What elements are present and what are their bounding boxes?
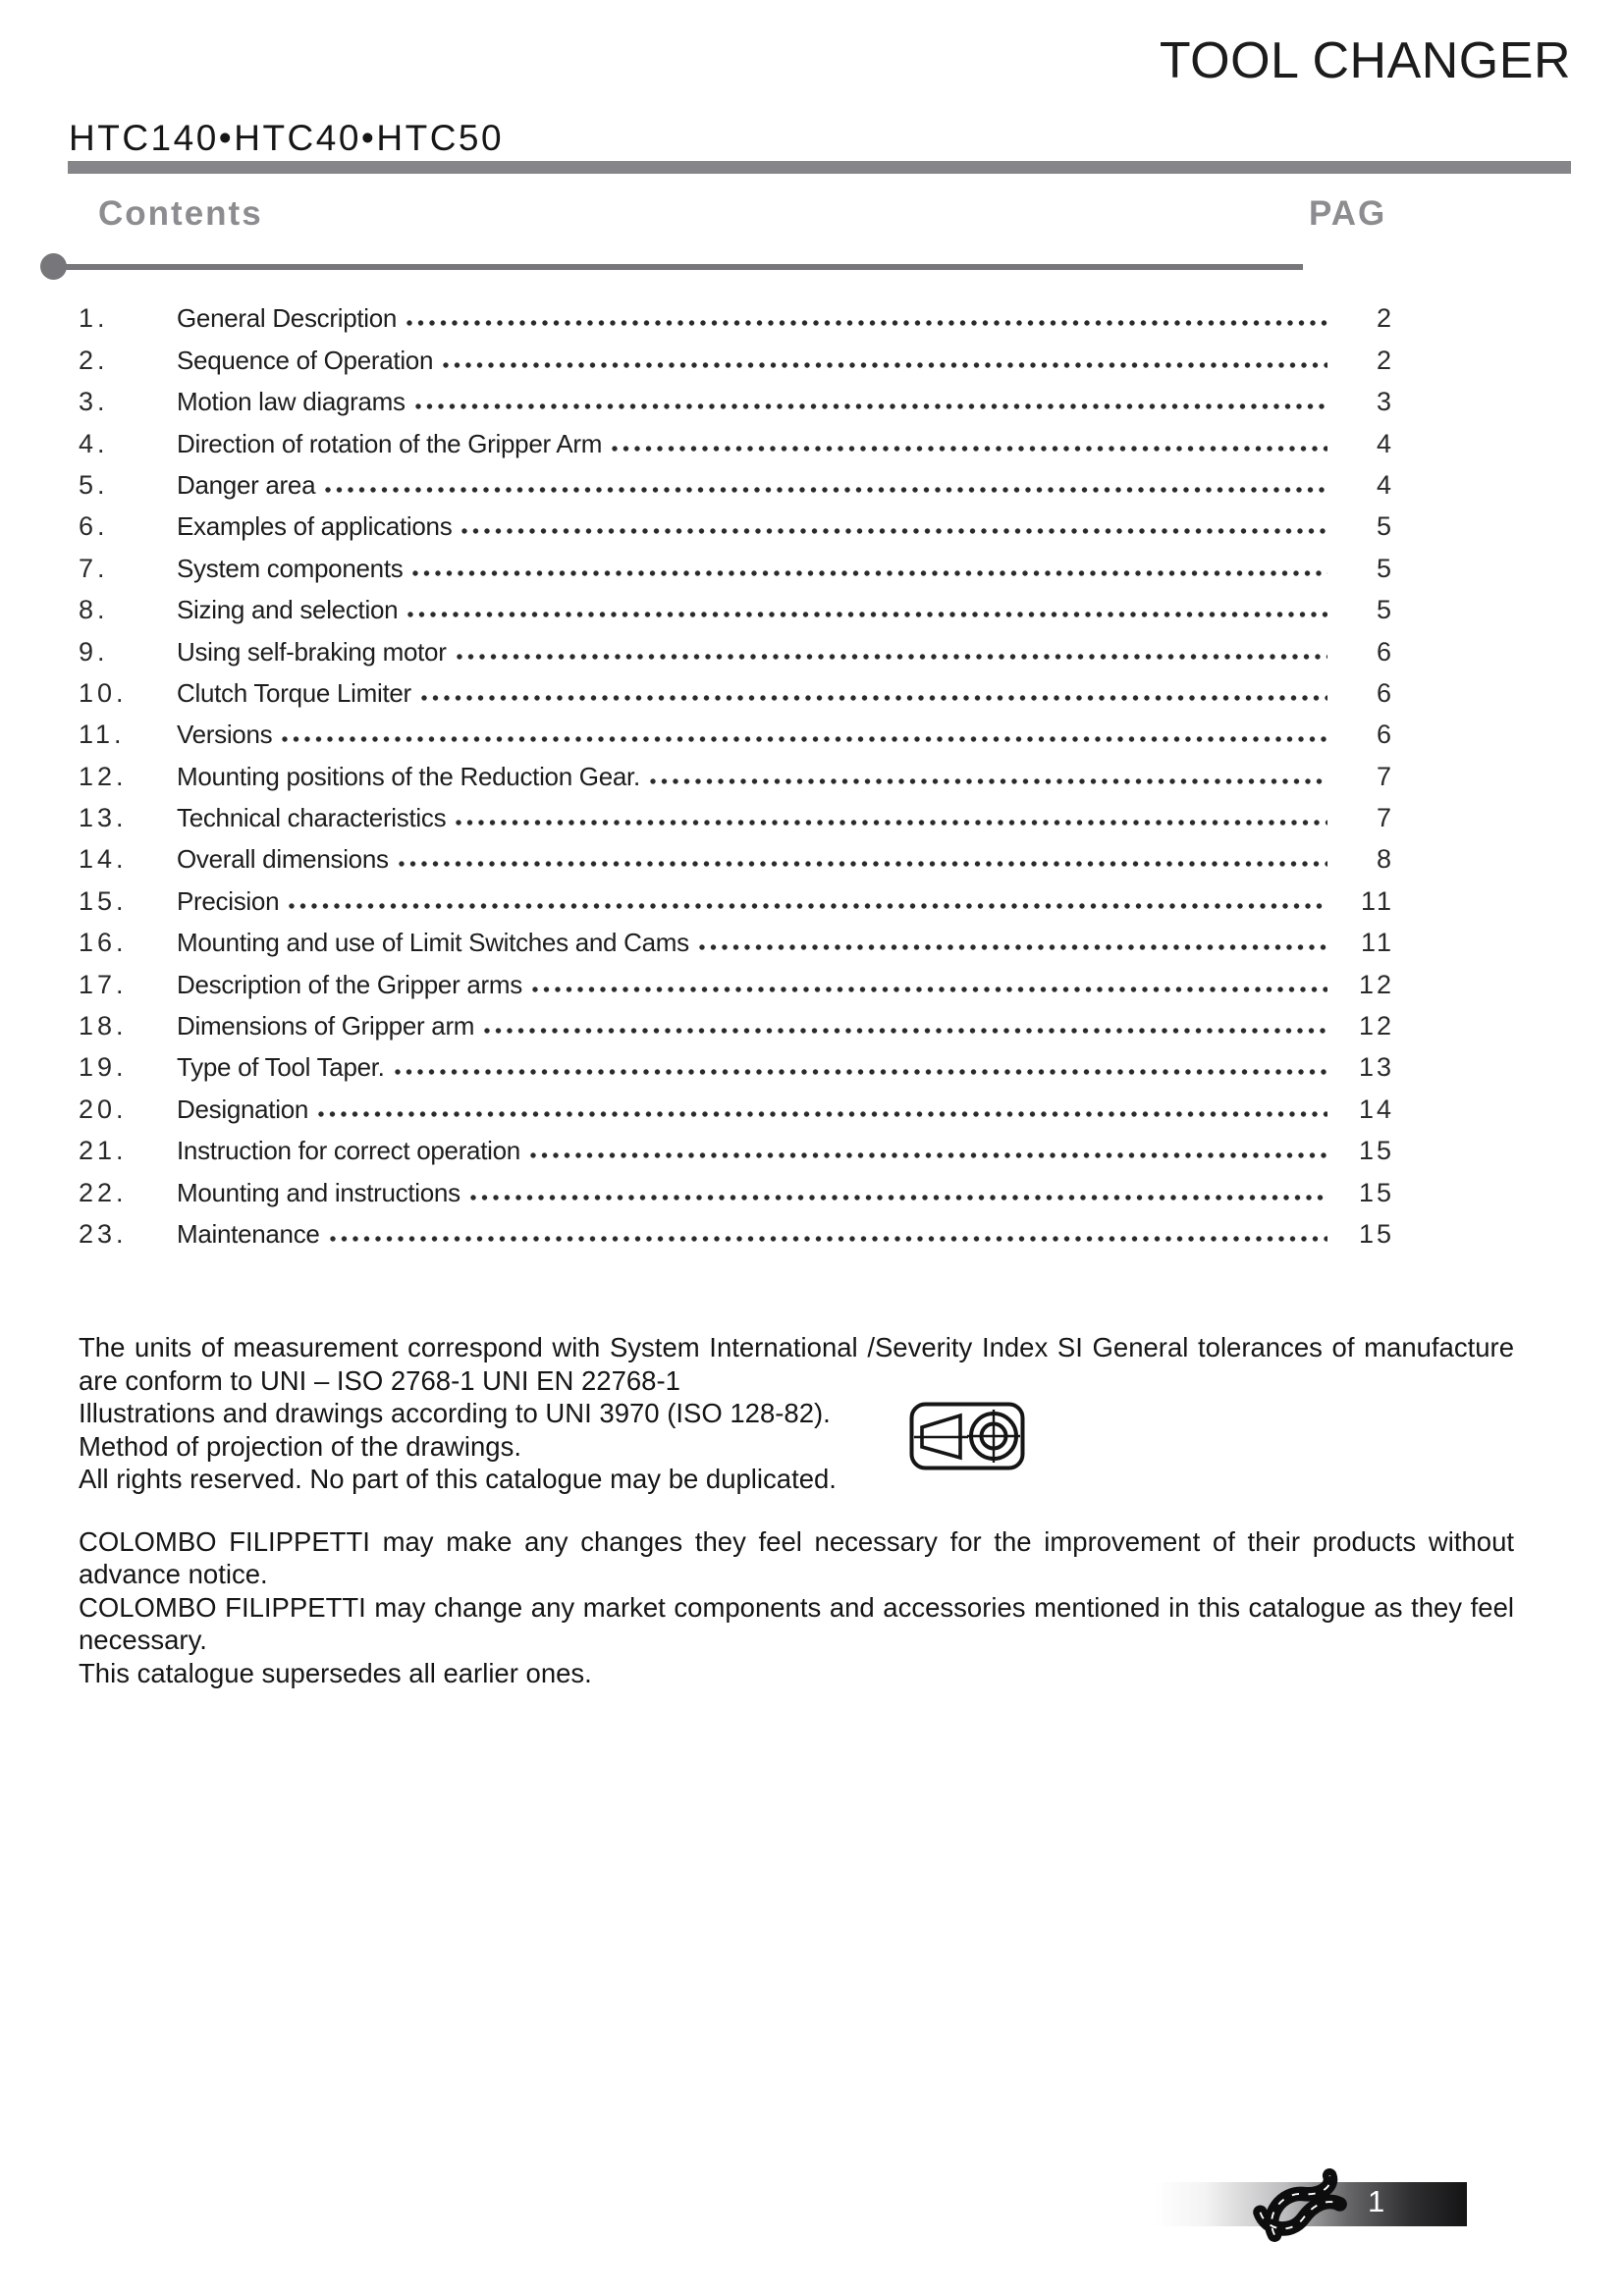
- paragraph-gap: [79, 1496, 1514, 1525]
- toc-row: [79, 419, 1394, 460]
- toc-item-number: 2.: [79, 345, 109, 375]
- toc-item-title: Type of Tool Taper.: [177, 1052, 385, 1083]
- toc-row: [79, 1002, 1394, 1043]
- toc-row: [79, 544, 1394, 585]
- illustrations-note: Illustrations and drawings according to UNI 3970 (ISO 128-82).: [79, 1398, 831, 1428]
- toc-item-title: Designation: [177, 1094, 309, 1124]
- rights-note: All rights reserved. No part of this catalogue may be duplicated.: [79, 1464, 837, 1494]
- contents-heading: Contents: [98, 194, 263, 233]
- toc-item-title: Danger area: [177, 469, 316, 500]
- toc-item-title: Dimensions of Gripper arm: [177, 1011, 475, 1041]
- footer-page-number: 1: [1368, 2184, 1386, 2218]
- model-codes: HTC140•HTC40•HTC50: [69, 118, 505, 158]
- colombo-filippetti-logo-icon: [1248, 2166, 1350, 2245]
- toc-item-title: Versions: [177, 720, 273, 750]
- toc-dot-leader: [412, 567, 1327, 579]
- toc-item-title: Technical characteristics: [177, 803, 447, 833]
- supersedes-note: This catalogue supersedes all earlier ones.: [79, 1657, 592, 1688]
- toc-dot-leader: [530, 1149, 1327, 1161]
- toc-item-page: 11: [1360, 885, 1394, 916]
- toc-dot-leader: [318, 1108, 1327, 1120]
- toc-row: [79, 1127, 1394, 1168]
- toc-item-title: Using self-braking motor: [177, 636, 447, 667]
- projection-note: Method of projection of the drawings.: [79, 1430, 521, 1462]
- toc-item-page: 4: [1376, 469, 1394, 500]
- toc-item-number: 9.: [79, 636, 109, 667]
- toc-row: [79, 1085, 1394, 1126]
- toc-item-title: Instruction for correct operation: [177, 1136, 520, 1166]
- toc-row: [79, 794, 1394, 835]
- toc-item-number: 19.: [79, 1052, 128, 1083]
- page-column-heading: PAG: [1309, 194, 1387, 233]
- toc-item-number: 20.: [79, 1094, 128, 1124]
- toc-row: [79, 503, 1394, 544]
- toc-item-page: 2: [1376, 345, 1394, 375]
- toc-item-page: 14: [1358, 1094, 1394, 1124]
- toc-dot-leader: [650, 775, 1327, 787]
- toc-dot-leader: [443, 359, 1327, 371]
- toc-row: [79, 919, 1394, 960]
- toc-item-page: 5: [1376, 553, 1394, 583]
- toc-item-title: System components: [177, 553, 404, 583]
- toc-dot-leader: [461, 525, 1327, 537]
- toc-item-page: 15: [1358, 1177, 1394, 1207]
- toc-dot-leader: [282, 733, 1327, 745]
- toc-row: [79, 294, 1394, 336]
- toc-item-title: Overall dimensions: [177, 844, 389, 875]
- toc-item-title: Sizing and selection: [177, 595, 399, 625]
- toc-row: [79, 711, 1394, 752]
- first-angle-projection-icon: [909, 1402, 1025, 1470]
- toc-dot-leader: [421, 692, 1327, 704]
- notes-section: [79, 1331, 1514, 1689]
- toc-item-page: 12: [1358, 969, 1394, 999]
- toc-item-title: Clutch Torque Limiter: [177, 677, 411, 708]
- toc-item-title: Direction of rotation of the Gripper Arm: [177, 428, 603, 458]
- toc-dot-leader: [457, 651, 1327, 663]
- toc-row: [79, 627, 1394, 668]
- toc-item-page: 11: [1360, 928, 1394, 958]
- components-note: COLOMBO FILIPPETTI may change any market components and accessories mentioned in this catalogue as they feel necessary.: [79, 1591, 1514, 1655]
- toc-row: [79, 960, 1394, 1001]
- toc-item-number: 15.: [79, 885, 128, 916]
- toc-row: [79, 752, 1394, 793]
- toc-item-number: 21.: [79, 1136, 128, 1166]
- toc-row: [79, 1043, 1394, 1085]
- toc-item-number: 12.: [79, 761, 128, 791]
- toc-item-page: 6: [1376, 677, 1394, 708]
- toc-item-page: 7: [1376, 761, 1394, 791]
- toc-item-page: 5: [1376, 595, 1394, 625]
- toc-item-title: Motion law diagrams: [177, 387, 406, 417]
- toc-dot-leader: [612, 443, 1327, 454]
- table-of-contents: [79, 294, 1394, 1252]
- page-title: TOOL CHANGER: [1159, 32, 1571, 89]
- toc-item-number: 14.: [79, 844, 128, 875]
- toc-row: [79, 1168, 1394, 1209]
- toc-dot-leader: [325, 484, 1327, 496]
- toc-item-number: 16.: [79, 928, 128, 958]
- toc-item-page: 3: [1376, 387, 1394, 417]
- toc-item-title: Mounting positions of the Reduction Gear.: [177, 761, 640, 791]
- toc-item-page: 15: [1358, 1218, 1394, 1249]
- toc-row: [79, 835, 1394, 877]
- toc-item-number: 10.: [79, 677, 128, 708]
- toc-item-number: 23.: [79, 1218, 128, 1249]
- toc-item-number: 7.: [79, 553, 109, 583]
- toc-item-page: 7: [1376, 803, 1394, 833]
- toc-row: [79, 586, 1394, 627]
- toc-item-title: Mounting and use of Limit Switches and Cams: [177, 928, 689, 958]
- toc-item-title: Mounting and instructions: [177, 1177, 460, 1207]
- toc-item-number: 5.: [79, 469, 109, 500]
- toc-dot-leader: [470, 1192, 1327, 1203]
- header-divider-bar: [68, 161, 1571, 174]
- toc-item-title: Maintenance: [177, 1218, 320, 1249]
- toc-item-number: 6.: [79, 511, 109, 542]
- toc-dot-leader: [532, 984, 1327, 995]
- toc-item-number: 13.: [79, 803, 128, 833]
- toc-dot-leader: [407, 609, 1327, 620]
- toc-item-title: Sequence of Operation: [177, 345, 434, 375]
- toc-dot-leader: [330, 1233, 1327, 1245]
- toc-item-title: Description of the Gripper arms: [177, 969, 522, 999]
- toc-item-title: General Description: [177, 303, 398, 334]
- toc-row: [79, 669, 1394, 711]
- toc-item-page: 15: [1358, 1136, 1394, 1166]
- toc-dot-leader: [395, 1066, 1327, 1078]
- toc-item-number: 8.: [79, 595, 109, 625]
- toc-dot-leader: [699, 941, 1327, 953]
- toc-dot-leader: [399, 858, 1327, 870]
- toc-row: [79, 877, 1394, 918]
- toc-item-number: 22.: [79, 1177, 128, 1207]
- toc-row: [79, 461, 1394, 503]
- toc-dot-leader: [456, 817, 1327, 828]
- contents-rule: [53, 264, 1303, 270]
- toc-item-page: 6: [1376, 636, 1394, 667]
- toc-dot-leader: [484, 1025, 1327, 1037]
- toc-item-number: 1.: [79, 303, 109, 334]
- toc-dot-leader: [289, 900, 1327, 912]
- toc-item-title: Examples of applications: [177, 511, 453, 542]
- toc-row: [79, 1210, 1394, 1252]
- toc-item-number: 18.: [79, 1011, 128, 1041]
- toc-item-page: 4: [1376, 428, 1394, 458]
- toc-dot-leader: [406, 317, 1327, 329]
- toc-item-page: 8: [1376, 844, 1394, 875]
- toc-item-number: 4.: [79, 428, 109, 458]
- toc-item-page: 5: [1376, 511, 1394, 542]
- footer-bar: [1154, 2182, 1467, 2226]
- toc-item-number: 17.: [79, 969, 128, 999]
- toc-row: [79, 378, 1394, 419]
- toc-item-page: 2: [1376, 303, 1394, 334]
- toc-dot-leader: [415, 400, 1327, 412]
- toc-item-page: 13: [1358, 1052, 1394, 1083]
- changes-note: COLOMBO FILIPPETTI may make any changes they feel necessary for the improvement of their products without advance notice.: [79, 1525, 1514, 1589]
- toc-item-page: 6: [1376, 720, 1394, 750]
- toc-item-number: 11.: [79, 720, 126, 750]
- toc-row: [79, 336, 1394, 377]
- toc-item-page: 12: [1358, 1011, 1394, 1041]
- units-note: The units of measurement correspond with System International /Severity Index SI General tolerances of manufacture are conform to UNI – ISO 2768-1 UNI EN 22768-1: [79, 1332, 1514, 1396]
- toc-item-number: 3.: [79, 387, 109, 417]
- toc-item-title: Precision: [177, 885, 280, 916]
